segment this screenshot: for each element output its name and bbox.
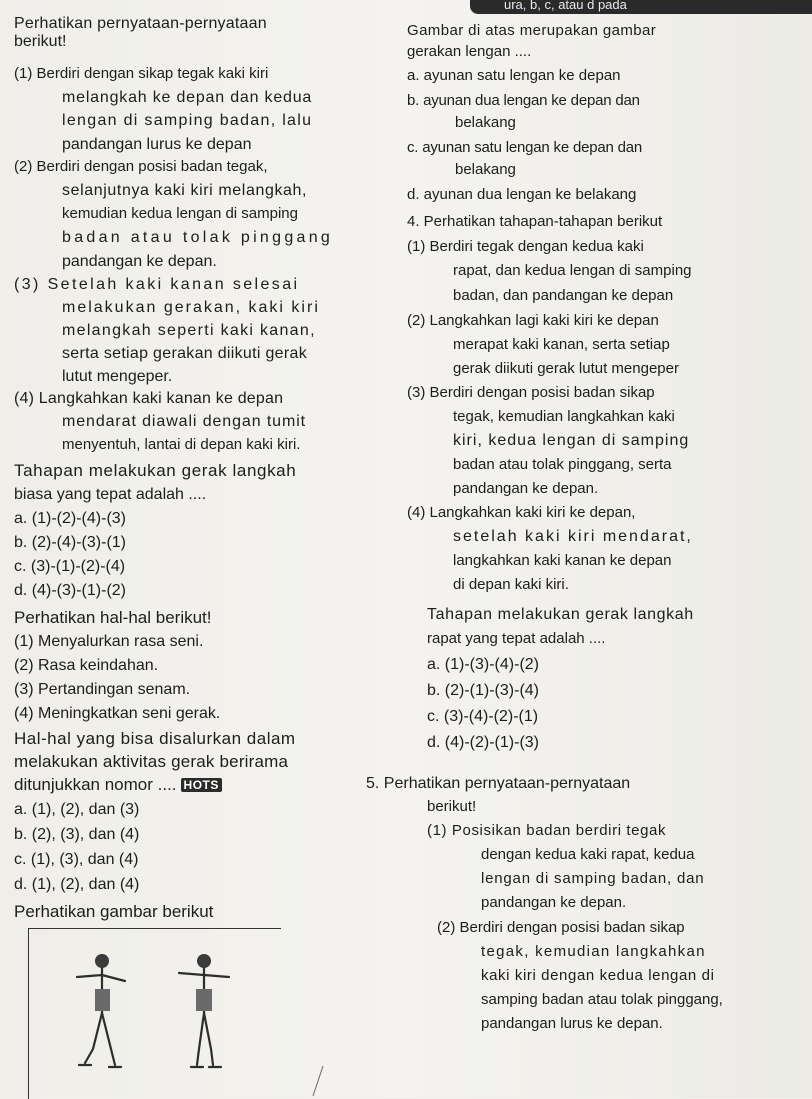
statement-1-line: lengan di samping badan, lalu — [62, 112, 313, 129]
answer-option-d[interactable]: d. ayunan dua lengan ke belakang — [407, 186, 637, 203]
question-2-item: (3) Pertandingan senam. — [14, 681, 191, 698]
statement-3-line: lutut mengeper. — [62, 368, 173, 385]
question-4-line: pandangan ke depan. — [453, 480, 599, 497]
answer-option-c-cont: belakang — [455, 161, 516, 178]
question-intro-2: berikut! — [14, 33, 67, 50]
answer-option-b[interactable]: b. (2), (3), dan (4) — [14, 826, 140, 843]
header-strip — [470, 0, 812, 14]
question-4-line: langkahkan kaki kanan ke depan — [453, 552, 672, 569]
question-4-line: (3) Berdiri dengan posisi badan sikap — [407, 384, 655, 401]
question-2-prompt: Hal-hal yang bisa disalurkan dalam — [14, 729, 296, 748]
answer-option-b[interactable]: b. (2)-(4)-(3)-(1) — [14, 534, 126, 551]
answer-option-a[interactable]: a. ayunan satu lengan ke depan — [407, 67, 621, 84]
statement-2-line: selanjutnya kaki kiri melangkah, — [62, 182, 308, 199]
statement-2-line: (2) Berdiri dengan posisi badan tegak, — [14, 158, 268, 175]
question-4-line: setelah kaki kiri mendarat, — [453, 528, 693, 545]
answer-option-c[interactable]: c. (1), (3), dan (4) — [14, 851, 139, 868]
question-2-intro: Perhatikan hal-hal berikut! — [14, 608, 212, 627]
question-4-line: badan, dan pandangan ke depan — [453, 287, 674, 304]
question-5-line: tegak, kemudian langkahkan — [481, 943, 706, 960]
question-5-line: lengan di samping badan, dan — [481, 870, 705, 887]
question-4-line: gerak diikuti gerak lutut mengeper — [453, 360, 679, 377]
answer-option-d[interactable]: d. (4)-(2)-(1)-(3) — [427, 734, 539, 751]
question-5-line: pandangan lurus ke depan. — [481, 1015, 663, 1032]
question-prompt: Tahapan melakukan gerak langkah — [14, 461, 297, 480]
question-5-line: (1) Posisikan badan berdiri tegak — [427, 822, 667, 839]
question-2-prompt — [14, 776, 222, 794]
statement-3-line: melakukan gerakan, kaki kiri — [62, 299, 320, 316]
question-intro: Perhatikan pernyataan-pernyataan — [14, 15, 267, 32]
answer-option-c[interactable]: c. ayunan satu lengan ke depan dan — [407, 139, 643, 156]
answer-option-b-cont: belakang — [455, 114, 516, 131]
answer-option-b[interactable]: b. (2)-(1)-(3)-(4) — [427, 682, 539, 699]
answer-option-d[interactable]: d. (1), (2), dan (4) — [14, 876, 140, 893]
statement-3-line: (3) Setelah kaki kanan selesai — [14, 276, 300, 293]
question-4-line: tegak, kemudian langkahkan kaki — [453, 408, 675, 425]
statement-2-line: pandangan ke depan. — [62, 253, 217, 270]
question-4-line: kiri, kedua lengan di samping — [453, 432, 690, 449]
answer-option-c[interactable]: c. (3)-(1)-(2)-(4) — [14, 558, 126, 575]
question-2-item: (1) Menyalurkan rasa seni. — [14, 633, 204, 650]
arm-swing-figure — [69, 951, 269, 1091]
answer-option-c[interactable]: c. (3)-(4)-(2)-(1) — [427, 708, 539, 725]
question-5-line: (2) Berdiri dengan posisi badan sikap — [437, 919, 685, 936]
answer-option-a[interactable]: a. (1)-(2)-(4)-(3) — [14, 510, 126, 527]
answer-option-a[interactable]: a. (1)-(3)-(4)-(2) — [427, 656, 539, 673]
hots-badge: HOTS — [181, 778, 222, 792]
figure-frame — [28, 928, 281, 1099]
question-4-line: di depan kaki kiri. — [453, 576, 569, 593]
figure-question: gerakan lengan .... — [407, 43, 532, 60]
answer-option-a[interactable]: a. (1), (2), dan (3) — [14, 801, 140, 818]
statement-1-line: (1) Berdiri dengan sikap tegak kaki kiri — [14, 65, 269, 82]
question-4-line: badan atau tolak pinggang, serta — [453, 456, 672, 473]
question-3-intro: Perhatikan gambar berikut — [14, 902, 214, 921]
statement-3-line: serta setiap gerakan diikuti gerak — [62, 345, 307, 362]
question-5-title: 5. Perhatikan pernyataan-pernyataan — [366, 775, 631, 792]
question-4-line: (1) Berdiri tegak dengan kedua kaki — [407, 238, 644, 255]
statement-4-line: menyentuh, lantai di depan kaki kiri. — [62, 436, 301, 453]
question-4-line: rapat, dan kedua lengan di samping — [453, 262, 692, 279]
question-5-line: dengan kedua kaki rapat, kedua — [481, 846, 695, 863]
question-4-line: (4) Langkahkan kaki kiri ke depan, — [407, 504, 636, 521]
header-fragment: ura, b, c, atau d pada — [504, 0, 627, 12]
question-4-line: (2) Langkahkan lagi kaki kiri ke depan — [407, 312, 659, 329]
statement-1-line: melangkah ke depan dan kedua — [62, 89, 313, 106]
statement-3-line: melangkah seperti kaki kanan, — [62, 322, 316, 339]
question-2-item: (2) Rasa keindahan. — [14, 657, 159, 674]
pen-mark — [311, 1064, 325, 1098]
question-4-prompt: rapat yang tepat adalah .... — [427, 630, 606, 647]
question-2-item: (4) Meningkatkan seni gerak. — [14, 705, 221, 722]
question-prompt: biasa yang tepat adalah .... — [14, 486, 207, 503]
statement-4-line: mendarat diawali dengan tumit — [62, 413, 307, 430]
statement-2-line: badan atau tolak pinggang — [62, 229, 334, 246]
answer-option-b[interactable]: b. ayunan dua lengan ke depan dan — [407, 92, 640, 109]
question-5-line: samping badan atau tolak pinggang, — [481, 991, 723, 1008]
statement-2-line: kemudian kedua lengan di samping — [62, 205, 298, 222]
figure-question: Gambar di atas merupakan gambar — [407, 22, 657, 39]
question-4-title: 4. Perhatikan tahapan-tahapan berikut — [407, 213, 663, 230]
answer-option-d[interactable]: d. (4)-(3)-(1)-(2) — [14, 582, 126, 599]
question-4-prompt: Tahapan melakukan gerak langkah — [427, 606, 694, 623]
question-4-line: merapat kaki kanan, serta setiap — [453, 336, 670, 353]
question-2-prompt-text: ditunjukkan nomor .... — [14, 775, 177, 794]
question-5-line: kaki kiri dengan kedua lengan di — [481, 967, 715, 984]
statement-1-line: pandangan lurus ke depan — [62, 136, 252, 153]
statement-4-line: (4) Langkahkan kaki kanan ke depan — [14, 390, 284, 407]
question-5-line: berikut! — [427, 798, 477, 815]
question-2-prompt: melakukan aktivitas gerak berirama — [14, 752, 289, 771]
question-5-line: pandangan ke depan. — [481, 894, 627, 911]
